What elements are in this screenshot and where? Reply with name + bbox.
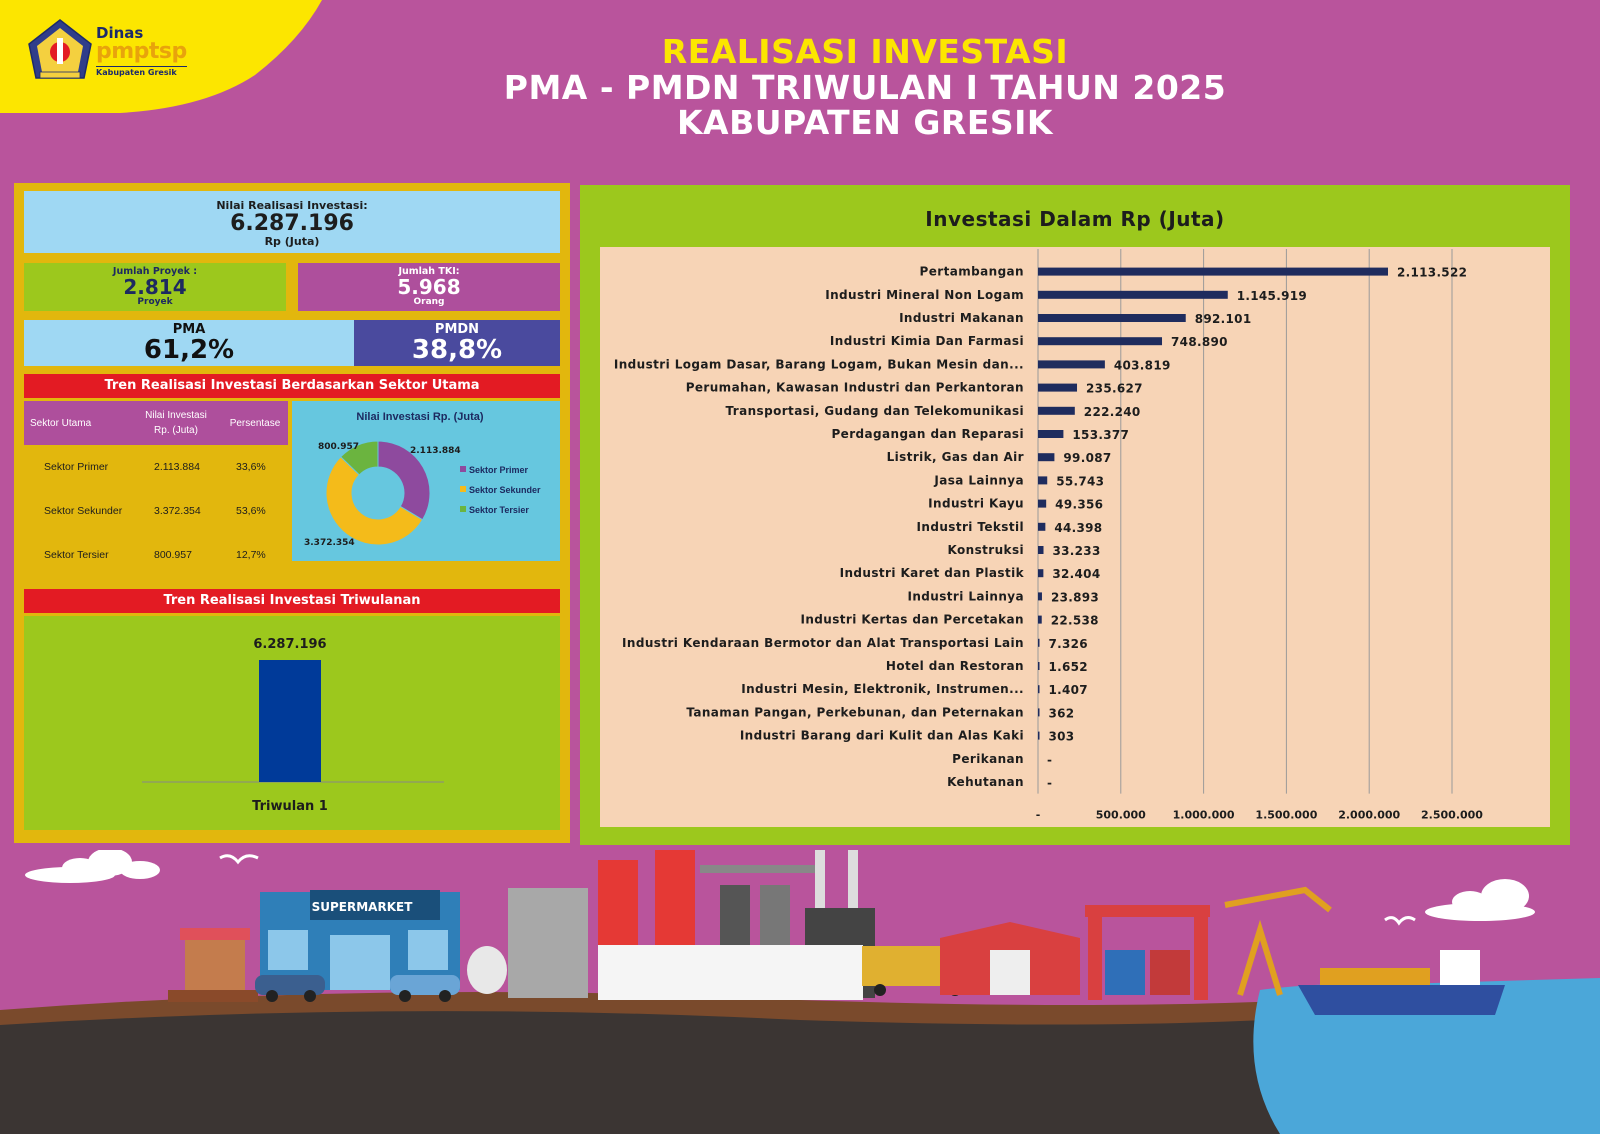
project-count-box [24,263,286,311]
legend-swatch [460,466,466,472]
row-value: 3.372.354 [154,505,201,517]
row-name: Sektor Sekunder [44,505,123,517]
row-value: 2.113.884 [154,461,200,473]
bar-data-label: 49.356 [1055,497,1104,512]
bar [1038,732,1040,740]
bar [1038,360,1105,368]
title-line-1: REALISASI INVESTASI [661,32,1069,71]
row-value: 800.957 [154,549,192,561]
bar-data-label: - [1047,752,1053,767]
table-row [24,445,288,489]
bar [1038,662,1040,670]
page-title [360,34,1370,141]
sector-donut-chart [292,401,560,561]
project-unit: Proyek [137,297,173,307]
total-investment-box [24,191,560,253]
y-tick-label: Tanaman Pangan, Perkebunan, dan Peternakan [686,705,1024,720]
donut-data-label: 3.372.354 [304,538,355,548]
bar [1038,569,1043,577]
y-tick-label: Industri Mineral Non Logam [825,287,1024,302]
x-tick-label: - [1035,808,1041,822]
bar [1038,407,1075,415]
bar [1038,592,1042,600]
y-tick-label: Listrik, Gas dan Air [886,450,1024,465]
bar [1038,708,1040,716]
logo-area [0,0,330,115]
table-row [24,533,288,577]
quarter-svg [24,616,560,830]
bar-data-label: 6.287.196 [253,637,327,652]
y-tick-label: Perumahan, Kawasan Industri dan Perkantoran [685,380,1024,395]
worker-unit: Orang [413,297,445,307]
y-tick-label: Perikanan [952,751,1024,766]
col-sektor: Sektor Utama [30,417,92,429]
worker-count-box [298,263,560,311]
logo-pm: pm [96,39,134,64]
bar-data-label: 32.404 [1052,567,1101,582]
row-name: Sektor Tersier [44,549,109,561]
bar-data-label: 44.398 [1054,520,1103,535]
bar-data-label: 33.233 [1052,544,1101,558]
bar [1038,685,1040,693]
bar-data-label: 99.087 [1063,451,1112,466]
donut-data-label: 2.113.884 [410,446,461,456]
y-tick-label: Hotel dan Restoran [885,659,1024,673]
bar-data-label: 1.652 [1048,660,1088,674]
bar-data-label: 748.890 [1171,335,1228,350]
bird-icon [1385,918,1415,923]
y-tick-label: Pertambangan [919,264,1024,279]
bar-data-label: 23.893 [1050,590,1100,605]
port-crane-icon [1225,890,1330,995]
worker-value: 5.968 [397,275,461,299]
bar-data-label: 7.326 [1048,636,1088,651]
donut-data-label: 800.957 [318,442,359,452]
x-tick-label: 1.500.000 [1255,808,1318,822]
y-tick-label: Industri Kimia Dan Farmasi [829,334,1024,349]
y-tick-label: Industri Barang dari Kulit dan Alas Kaki [739,728,1024,743]
bar-data-label: 362 [1048,706,1075,721]
pma-value: 61,2% [143,335,235,366]
sector-table [24,401,288,579]
y-tick-label: Industri Mesin, Elektronik, Instrumen... [741,682,1024,697]
pma-label: PMA [172,322,206,337]
x-tick-label: Triwulan 1 [252,799,328,814]
bar-data-label: 222.240 [1083,404,1141,419]
col-nilai [124,401,228,445]
logo-dinas: Dinas [96,24,144,42]
title-line-3: KABUPATEN GRESIK [676,103,1053,143]
legend-swatch [460,486,466,492]
title-line-2: PMA - PMDN TRIWULAN I TAHUN 2025 [503,67,1227,107]
pmdn-box [354,320,560,366]
y-tick-label: Industri Kertas dan Percetakan [800,612,1024,627]
table-row [24,489,288,533]
bar-data-label: 153.377 [1072,428,1130,442]
x-tick-label: 1.000.000 [1172,808,1235,822]
y-tick-label: Industri Kayu [928,496,1024,511]
bar-data-label: 1.145.919 [1236,288,1308,303]
bar-data-label: 403.819 [1113,358,1171,373]
col-persentase: Persentase [229,417,281,429]
y-tick-label: Jasa Lainnya [934,473,1024,488]
col-nilai-line2: Rp. (Juta) [154,425,198,436]
bar-data-label: 235.627 [1086,381,1143,396]
logo-wordmark [96,26,187,77]
bar-data-label: 55.743 [1056,474,1105,489]
bar [1038,476,1047,484]
bar-data-label: 892.101 [1194,312,1252,326]
factory-icon [508,850,875,1000]
y-tick-label: Industri Karet dan Plastik [839,566,1024,581]
pma-box [24,320,354,366]
bar [1038,453,1054,461]
y-tick-label: Konstruksi [947,543,1024,557]
legend-entry: Sektor Tersier [469,505,529,515]
quarterly-bar-chart [24,616,560,830]
bar [1038,500,1046,508]
total-label: Nilai Realisasi Investasi: [216,199,368,212]
y-tick-label: Industri Makanan [899,311,1024,325]
legend-entry: Sektor Sekunder [469,485,541,495]
supermarket-sign: SUPERMARKET [311,900,413,914]
bar [1038,291,1228,299]
bar [1038,314,1186,322]
x-tick-label: 500.000 [1095,808,1146,822]
city-port-illustration [0,850,1600,1134]
horizontal-bar-chart [600,247,1550,827]
quarterly-trend-heading: Tren Realisasi Investasi Triwulanan [24,589,560,613]
y-tick-label: Kehutanan [947,775,1024,789]
bar [1038,639,1040,647]
y-tick-label: Industri Kendaraan Bermotor dan Alat Transportasi Lain [622,635,1024,650]
bar [1038,523,1045,531]
y-tick-label: Industri Tekstil [916,519,1024,534]
bar-data-label: - [1047,776,1053,790]
bar [1038,337,1162,345]
y-tick-label: Industri Lainnya [907,589,1024,604]
cloud-icon [1425,879,1535,921]
logo-kabupaten: Kabupaten Gresik [96,66,187,77]
y-tick-label: Industri Logam Dasar, Barang Logam, Bukan Mesin dan... [613,357,1024,372]
row-pct: 33,6% [236,461,266,473]
bar-data-label: 303 [1048,729,1075,744]
bar [1038,268,1388,276]
container-crane-icon [1085,905,1210,1000]
pmdn-value: 38,8% [411,335,503,366]
bar-chart-title: Investasi Dalam Rp (Juta) [925,207,1225,231]
cargo-ship-icon [1298,950,1505,1015]
bird-icon [220,856,258,862]
logo-ptsp: ptsp [133,39,187,64]
total-unit: Rp (Juta) [264,235,320,249]
worker-label: Jumlah TKI: [398,266,460,277]
warehouse-icon [940,922,1080,995]
hbar-svg [600,247,1550,827]
x-tick-label: 2.500.000 [1421,808,1483,822]
logo-pmptsp [96,41,187,63]
earth-layer [0,1011,1300,1134]
y-tick-label: Perdagangan dan Reparasi [831,427,1024,441]
sector-detail-panel [580,185,1570,845]
row-pct: 53,6% [236,505,266,517]
total-value: 6.287.196 [230,211,354,236]
bar [1038,430,1063,438]
donut-title: Nilai Investasi Rp. (Juta) [356,411,484,423]
market-stall-icon [168,928,258,1002]
pmdn-label: PMDN [434,322,480,337]
row-name: Sektor Primer [44,461,109,473]
summary-panel [14,183,570,843]
donut-svg [292,401,560,561]
bar [259,660,321,782]
sector-table-header [24,401,288,445]
y-tick-label: Transportasi, Gudang dan Telekomunikasi [725,403,1024,418]
x-tick-label: 2.000.000 [1338,808,1401,822]
bar [1038,616,1042,624]
row-pct: 12,7% [236,549,266,561]
project-value: 2.814 [123,275,187,299]
bar-data-label: 22.538 [1050,613,1099,628]
cloud-icon [25,850,160,883]
bar-data-label: 1.407 [1048,683,1088,698]
bar-data-label: 2.113.522 [1396,265,1468,280]
legend-entry: Sektor Primer [469,465,529,475]
sector-trend-heading: Tren Realisasi Investasi Berdasarkan Sektor Utama [24,374,560,398]
legend-swatch [460,506,466,512]
col-nilai-line1: Nilai Investasi [145,410,207,421]
bar [1038,546,1044,554]
bar [1038,384,1077,392]
project-label: Jumlah Proyek : [112,266,198,277]
